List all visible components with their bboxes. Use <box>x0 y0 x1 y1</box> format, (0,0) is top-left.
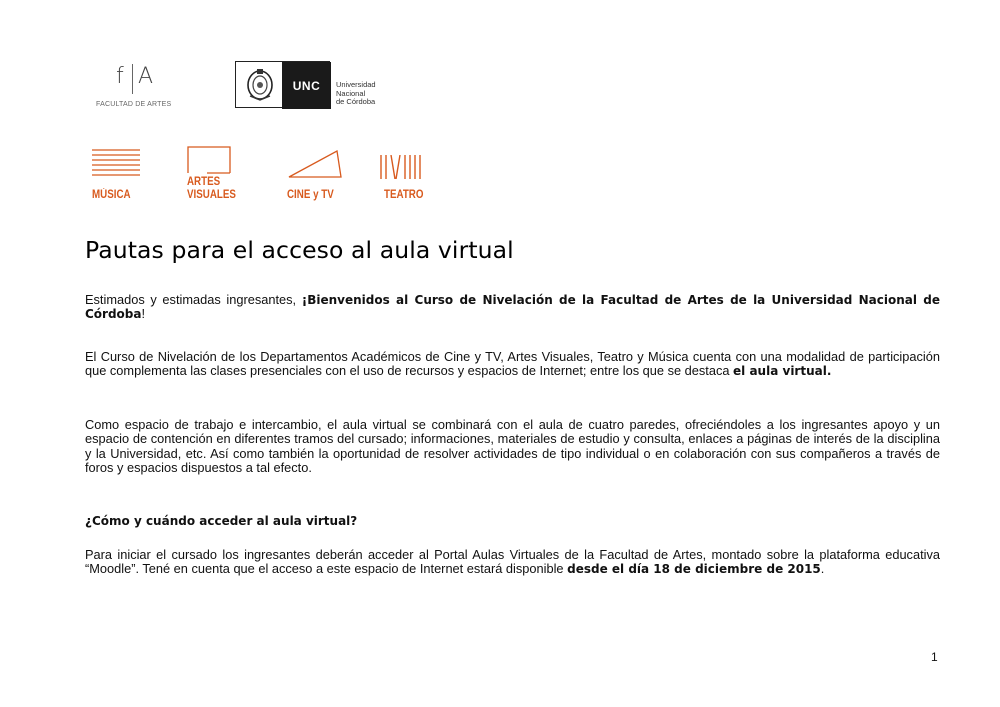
fa-logo-f: f <box>116 64 124 89</box>
page-number: 1 <box>931 650 938 664</box>
bars-icon <box>379 155 421 179</box>
access-text: Para iniciar el cursado los ingresantes deberán acceder al Portal Aulas Virtuales de la Facultad de Artes, montado sobre la plataforma educativa “Moodle”. Tené en cuenta que el acceso a este espacio de Internet estará disponible <box>85 547 940 577</box>
unc-name <box>336 81 376 107</box>
section-heading: ¿Cómo y cuándo acceder al aula virtual? <box>85 514 358 528</box>
fa-logo-divider <box>132 64 133 94</box>
fa-logo-a: A <box>138 64 154 89</box>
dept-cine-tv <box>287 148 347 204</box>
lines-icon <box>92 148 140 178</box>
paragraph-workspace: Como espacio de trabajo e intercambio, el aula virtual se combinará con el aula de cuatro paredes, ofreciéndoles a los ingresantes apoyo y un espacio de contención en diferentes tramos del cursado; informaciones, materiales de estudio y consulta, enlaces a páginas de interés de la disciplina y la Universidad, etc. Así como también la oportunidad de resolver actividades de tipo individual o en colaboración con sus compañeros a través de foros y espacios dispuestos a tal efecto. <box>85 417 940 476</box>
dept-teatro-label: TEATRO <box>384 189 424 201</box>
unc-abbr: UNC <box>282 62 331 109</box>
unc-crest-icon <box>240 66 280 103</box>
paragraph-course <box>85 350 940 379</box>
unc-name-line-1: Universidad <box>336 80 376 89</box>
unc-logo-box <box>235 61 330 108</box>
paragraph-access <box>85 548 940 577</box>
dept-cine-tv-label: CINE y TV <box>287 189 334 201</box>
facultad-de-artes-logo <box>112 64 156 94</box>
paragraph-welcome <box>85 293 940 322</box>
unc-name-line-2: Nacional <box>336 88 366 98</box>
wedge-icon <box>287 148 343 178</box>
welcome-bold: ¡Bienvenidos al Curso de Nivelación de la Facultad de Artes de la Universidad Nacional de Córdoba <box>85 293 940 322</box>
course-bold: el aula virtual. <box>733 364 832 379</box>
dept-artes-visuales-label-1: ARTES <box>187 176 221 188</box>
unc-logo <box>235 61 380 108</box>
access-end: . <box>820 561 825 577</box>
frame-icon <box>187 146 231 174</box>
unc-name-line-3: de Córdoba <box>336 97 376 106</box>
welcome-end: ! <box>141 306 146 322</box>
dept-teatro <box>379 155 429 203</box>
access-date: desde el día 18 de diciembre de 2015 <box>567 562 821 577</box>
dept-musica <box>92 148 142 203</box>
dept-musica-label: MÚSICA <box>92 189 131 201</box>
dept-artes-visuales <box>187 146 237 204</box>
dept-artes-visuales-label-2: VISUALES <box>187 189 236 201</box>
welcome-text: Estimados y estimadas ingresantes, <box>85 292 302 307</box>
page-title: Pautas para el acceso al aula virtual <box>85 236 514 264</box>
fa-logo-caption: FACULTAD DE ARTES <box>96 101 172 108</box>
course-text: El Curso de Nivelación de los Departamentos Académicos de Cine y TV, Artes Visuales, Teatro y Música cuenta con una modalidad de participación que complementa las clases presenciales con el uso de recursos y espacios de Internet; entre los que se destaca <box>85 349 940 379</box>
